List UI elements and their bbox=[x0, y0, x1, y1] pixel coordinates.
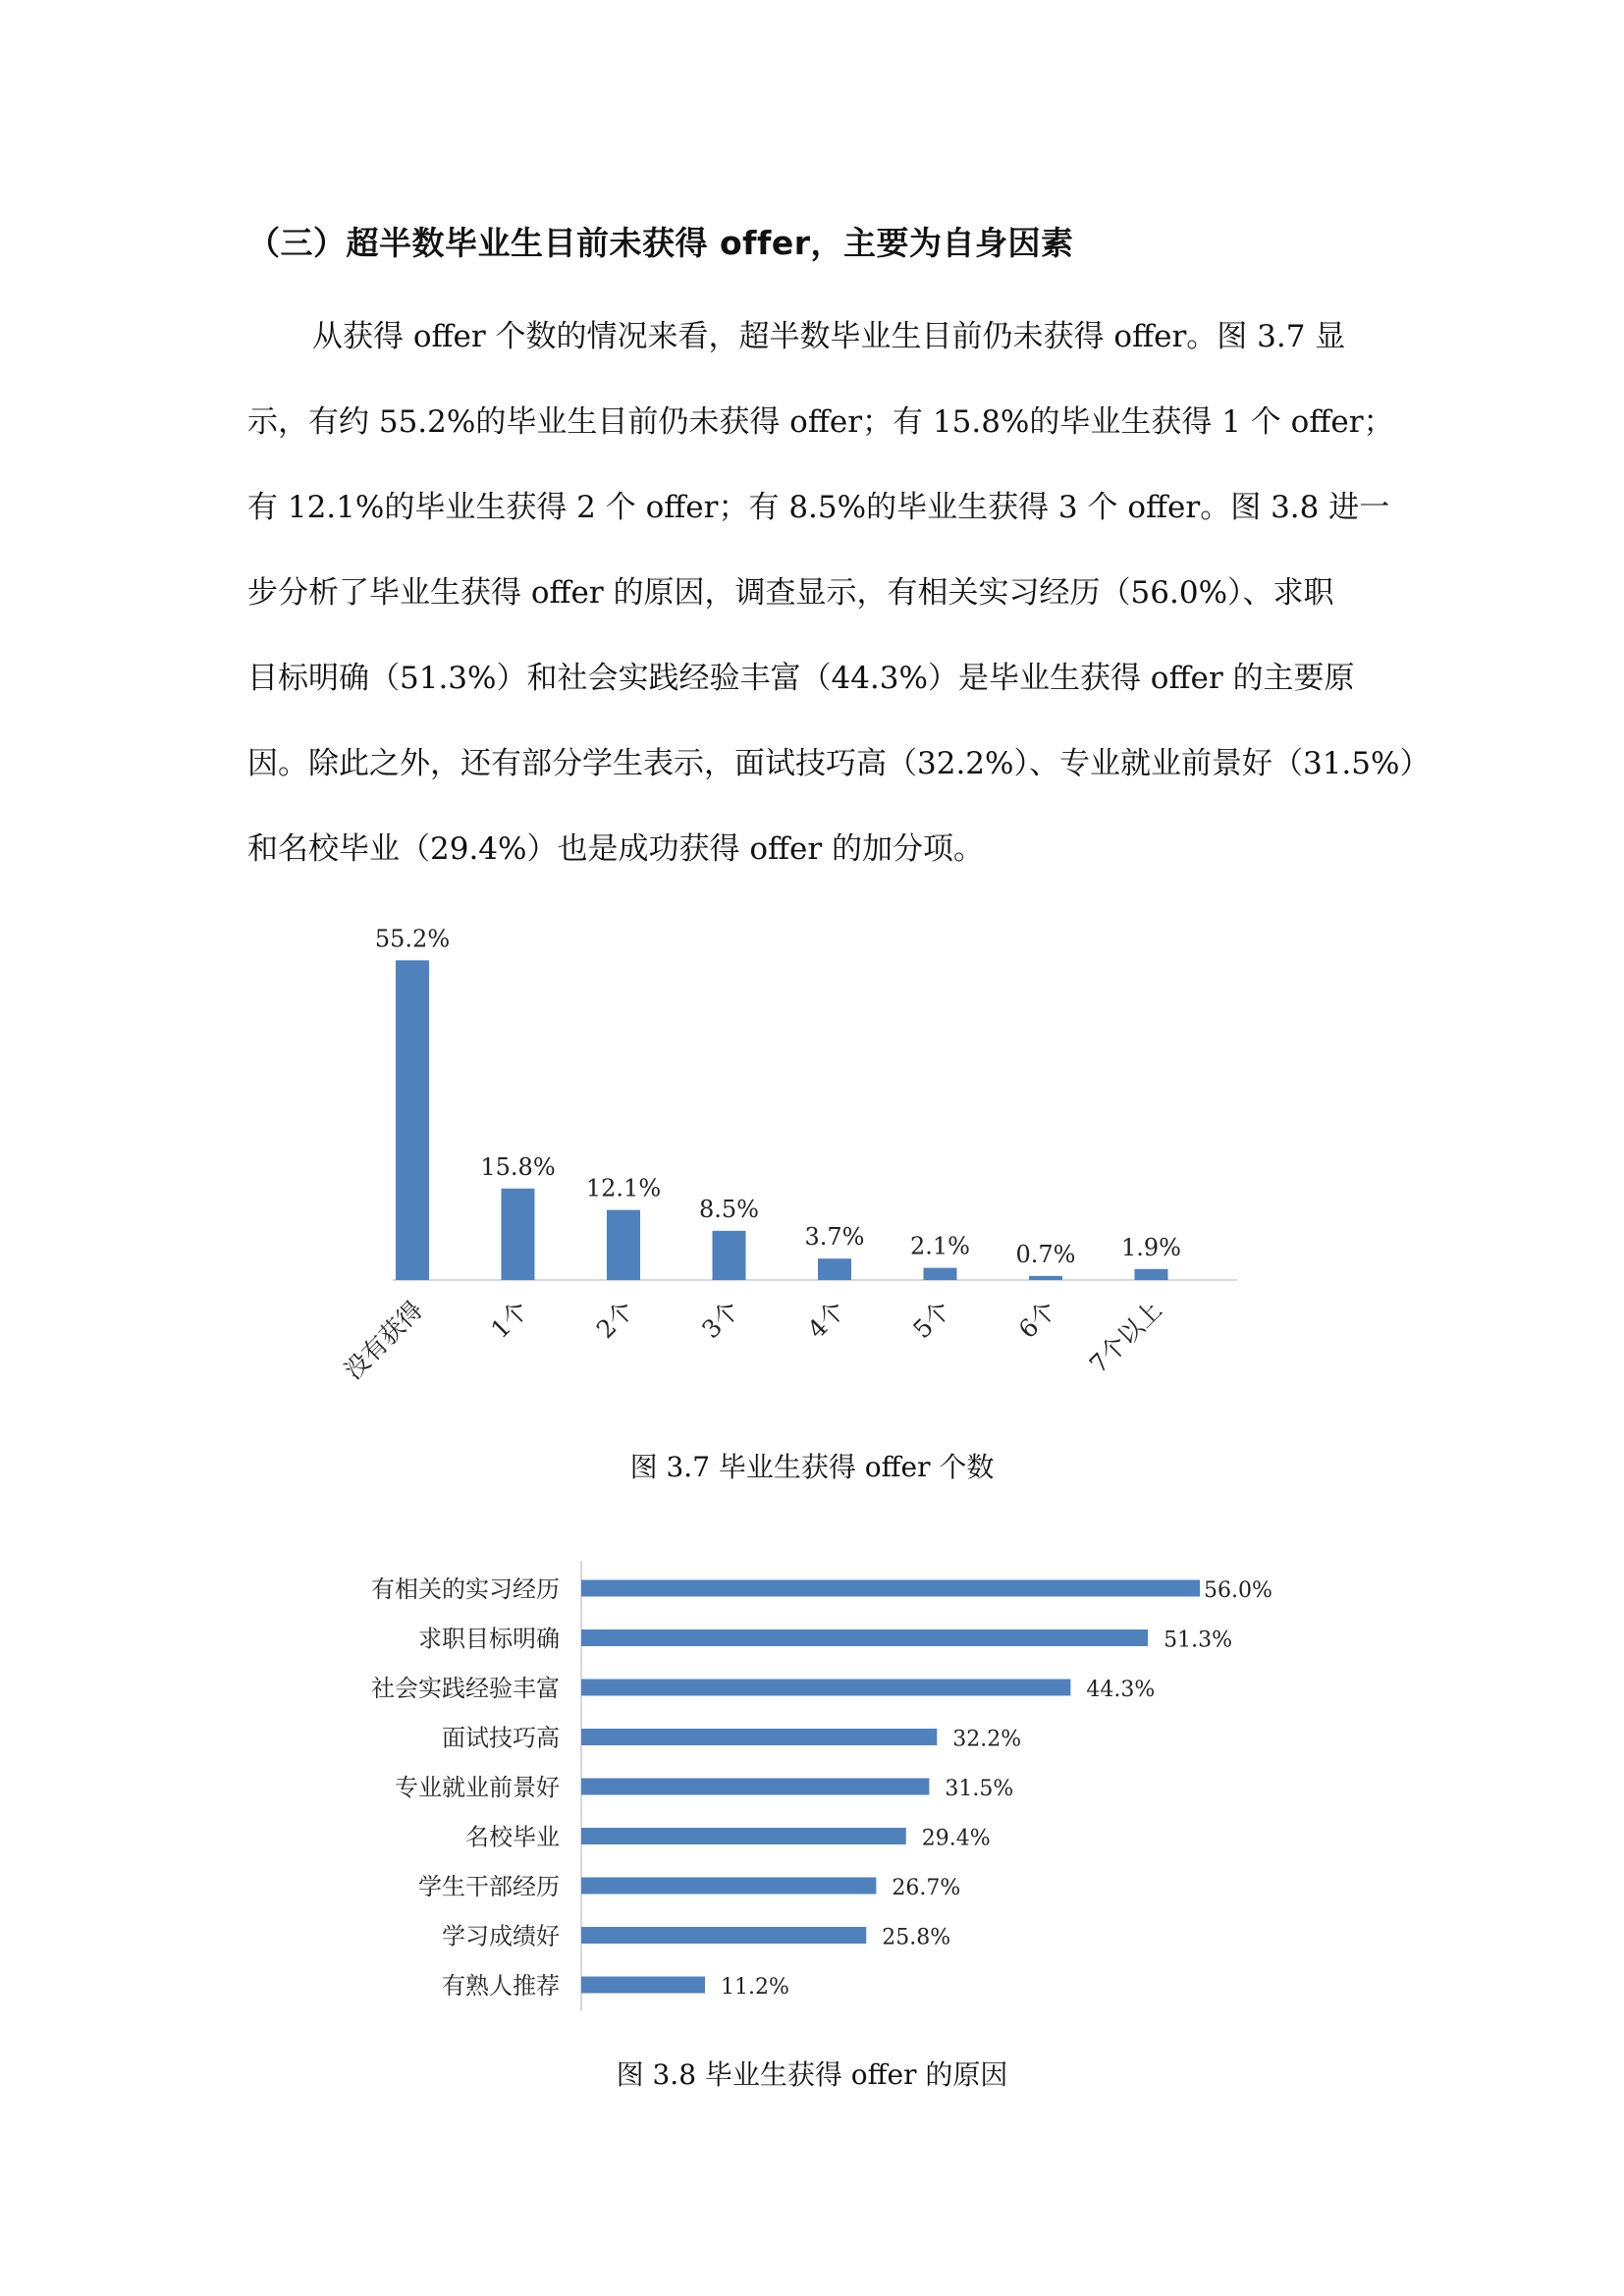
section-heading: （三）超半数毕业生目前未获得 offer，主要为自身因素 bbox=[247, 224, 1074, 262]
bar bbox=[581, 1629, 1148, 1646]
bar bbox=[581, 1779, 929, 1795]
offer-count-chart bbox=[339, 903, 1257, 1414]
bar bbox=[396, 960, 429, 1280]
data-label: 25.8% bbox=[882, 1925, 951, 1950]
bar bbox=[581, 1828, 906, 1844]
bar bbox=[581, 1580, 1200, 1597]
data-label: 11.2% bbox=[721, 1975, 789, 2000]
data-label: 31.5% bbox=[945, 1777, 1014, 1801]
category-label: 求职目标明确 bbox=[418, 1625, 560, 1653]
bar bbox=[581, 1680, 1070, 1696]
paragraph-line: 因。除此之外，还有部分学生表示，面试技巧高（32.2%）、专业就业前景好（31.5%） bbox=[247, 746, 1431, 781]
bar bbox=[607, 1210, 640, 1280]
category-label: 4个 bbox=[801, 1295, 851, 1345]
bar bbox=[924, 1268, 957, 1280]
bar bbox=[1029, 1276, 1062, 1280]
data-label: 29.4% bbox=[921, 1826, 991, 1851]
data-label: 32.2% bbox=[952, 1727, 1022, 1752]
paragraph-line: 步分析了毕业生获得 offer 的原因，调查显示，有相关实习经历（56.0%）、求职 bbox=[247, 575, 1334, 611]
data-label: 1.9% bbox=[1121, 1233, 1181, 1261]
paragraph-line: 目标明确（51.3%）和社会实践经验丰富（44.3%）是毕业生获得 offer 的主要原 bbox=[247, 661, 1355, 696]
paragraph-line: 示，有约 55.2%的毕业生目前仍未获得 offer；有 15.8%的毕业生获得 1 个 offer； bbox=[247, 404, 1394, 440]
category-label: 2个 bbox=[590, 1295, 640, 1345]
figure-3-7-caption: 图 3.7 毕业生获得 offer 个数 bbox=[629, 1451, 995, 1483]
category-label: 1个 bbox=[485, 1295, 534, 1345]
bar bbox=[713, 1231, 746, 1280]
paragraph-line: 从获得 offer 个数的情况来看，超半数毕业生目前仍未获得 offer。图 3.7 显 bbox=[312, 319, 1346, 354]
data-label: 8.5% bbox=[699, 1195, 759, 1223]
data-label: 55.2% bbox=[374, 925, 451, 953]
data-label: 26.7% bbox=[892, 1876, 961, 1900]
category-label: 社会实践经验丰富 bbox=[371, 1675, 560, 1702]
bar bbox=[581, 1977, 705, 1994]
category-label: 学习成绩好 bbox=[442, 1922, 560, 1950]
body-paragraph bbox=[247, 294, 1431, 892]
category-label: 学生干部经历 bbox=[418, 1873, 560, 1900]
paragraph-line: 和名校毕业（29.4%）也是成功获得 offer 的加分项。 bbox=[247, 831, 985, 867]
paragraph-line: 有 12.1%的毕业生获得 2 个 offer；有 8.5%的毕业生获得 3 个 offer。图 3.8 进一 bbox=[247, 490, 1390, 525]
data-label: 56.0% bbox=[1204, 1578, 1272, 1603]
category-label: 专业就业前景好 bbox=[395, 1774, 560, 1801]
data-label: 15.8% bbox=[480, 1152, 556, 1181]
bar bbox=[581, 1729, 937, 1745]
data-label: 2.1% bbox=[910, 1232, 970, 1260]
category-label: 有熟人推荐 bbox=[442, 1972, 560, 2000]
offer-reasons-chart bbox=[334, 1551, 1316, 2022]
category-label: 3个 bbox=[696, 1295, 745, 1345]
data-label: 12.1% bbox=[585, 1174, 662, 1202]
data-label: 44.3% bbox=[1086, 1678, 1156, 1702]
data-label: 3.7% bbox=[804, 1223, 865, 1252]
category-label: 5个 bbox=[907, 1295, 956, 1345]
bar bbox=[581, 1878, 876, 1895]
category-label: 名校毕业 bbox=[465, 1823, 560, 1851]
data-label: 51.3% bbox=[1164, 1628, 1233, 1653]
category-label: 没有获得 bbox=[339, 1295, 429, 1385]
category-label: 面试技巧高 bbox=[442, 1724, 560, 1752]
figure-3-8-caption: 图 3.8 毕业生获得 offer 的原因 bbox=[616, 2058, 1008, 2091]
category-label: 7个以上 bbox=[1083, 1295, 1167, 1379]
bar bbox=[1135, 1269, 1168, 1280]
category-label: 6个 bbox=[1012, 1295, 1062, 1345]
bar bbox=[818, 1258, 851, 1280]
bar bbox=[502, 1189, 535, 1280]
category-label: 有相关的实习经历 bbox=[371, 1575, 560, 1603]
data-label: 0.7% bbox=[1015, 1240, 1076, 1268]
bar bbox=[581, 1927, 866, 1944]
